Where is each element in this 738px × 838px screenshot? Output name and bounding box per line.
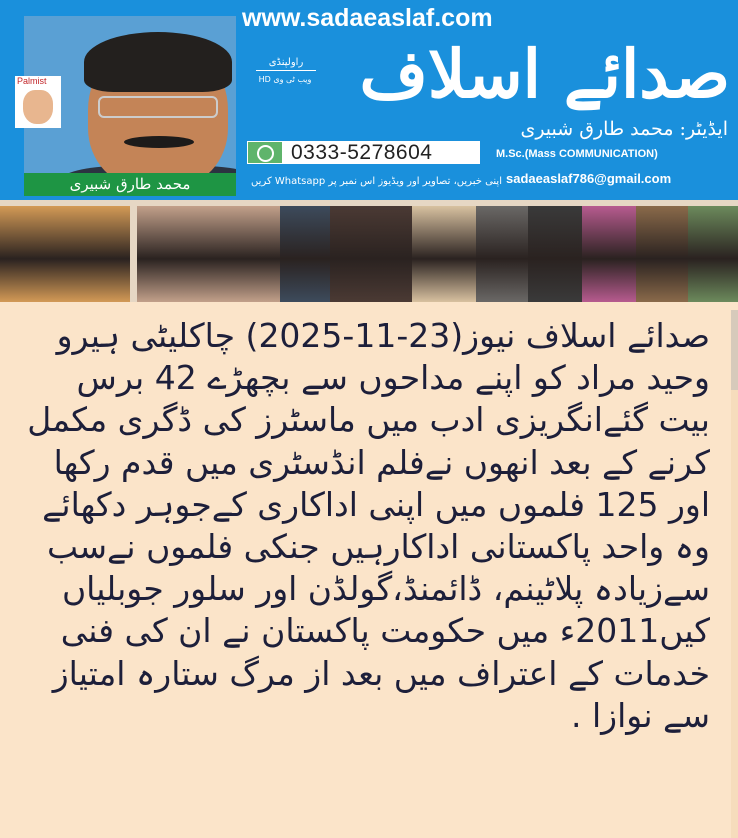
masthead-title: صدائے اسلاف (359, 35, 730, 113)
whatsapp-phone-box (247, 141, 480, 164)
film-still (636, 206, 688, 302)
film-still (412, 206, 476, 302)
editor-name: ایڈیٹر: محمد طارق شبیری (520, 118, 728, 140)
film-still (688, 206, 738, 302)
website-url[interactable]: www.sadaeaslaf.com (242, 4, 493, 32)
film-still (280, 206, 330, 302)
whatsapp-icon (248, 142, 282, 163)
film-still (137, 206, 280, 302)
article-body: صدائے اسلاف نیوز(23-11-2025) چاکلیٹی ہیرو وحید مراد کو اپنے مداحوں سے بچھڑے 42 برس بیت گئےانگریزی ادب میں ماسٹرز کی ڈگری مکمل کرنے کے بعد انھوں نےفلم انڈسٹری میں قدم رکھا اور 125 فلموں میں اپنی اداکاری کےجوہر دکھائے وہ واحد پاکستانی اداکارہیں جنکی فلموں نےسب سےزیادہ پلاٹینم، ڈائمنڈ،گولڈن اور سلور جوبلیاں کیں2011ء میں حکومت پاکستان نے ان کی فنی خدمات کے اعتراف میں بعد از مرگ ستارہ امتیاز سے نوازا . (27, 316, 710, 735)
masthead-banner (0, 0, 738, 200)
palmist-badge (15, 76, 61, 128)
phone-number[interactable]: 0333-5278604 (291, 141, 433, 164)
editor-degree: M.Sc.(Mass COMMUNICATION) (496, 148, 658, 160)
hd-tag: ویب ٹی وی HD (258, 75, 312, 84)
scrollbar-thumb[interactable] (731, 310, 738, 390)
palmist-label: Palmist (17, 76, 47, 86)
whatsapp-promo: اپنی خبریں، تصاویر اور ویڈیوز اس نمبر پر Whatsapp کریں (251, 176, 502, 187)
film-stills-strip (0, 200, 738, 302)
film-still (476, 206, 528, 302)
film-still (330, 206, 412, 302)
film-still (528, 206, 582, 302)
photo-caption: محمد طارق شبیری (24, 173, 236, 196)
city-label: راولپنڈی (256, 56, 316, 71)
film-still (582, 206, 636, 302)
film-still (0, 206, 130, 302)
palm-hand-icon (23, 90, 53, 124)
email-address[interactable]: sadaeaslaf786@gmail.com (506, 171, 672, 186)
